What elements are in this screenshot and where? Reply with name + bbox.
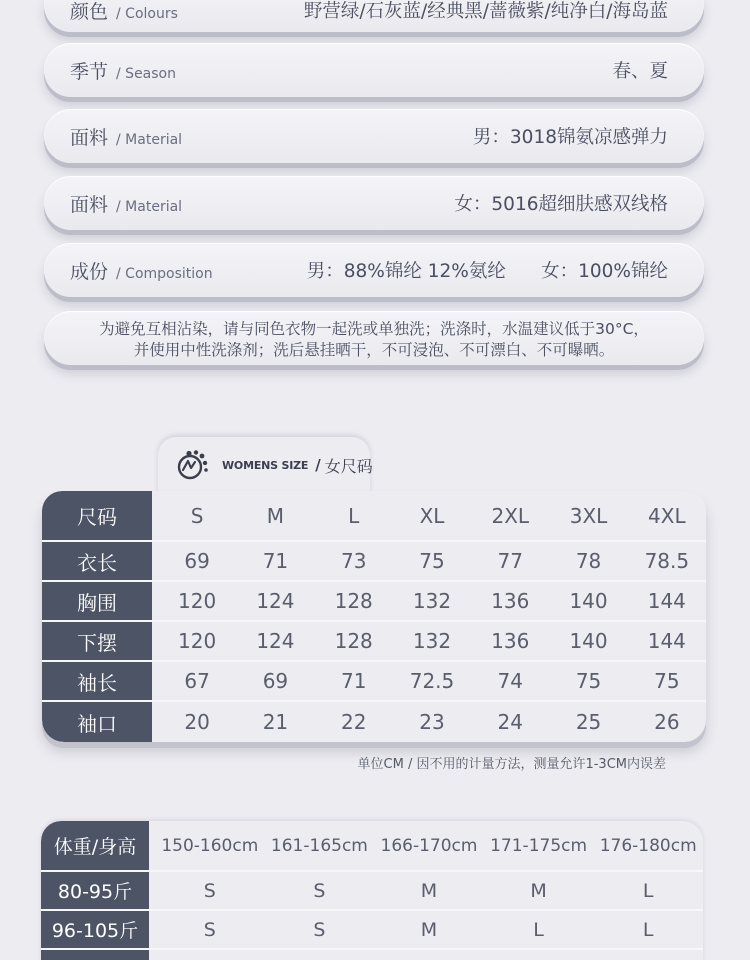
row-header: 尺码 <box>42 491 158 540</box>
table-cell: 132 <box>412 629 452 653</box>
table-cell: 26 <box>654 710 680 734</box>
table-row <box>42 542 706 582</box>
table-cell: 144 <box>647 589 686 613</box>
spec-label: 面料 <box>70 193 109 216</box>
spec-value: 男：3018锦氨凉感弹力 <box>472 127 668 148</box>
table-cell: 75 <box>419 549 445 573</box>
table-cell: S <box>203 879 216 902</box>
table-cell: 75 <box>575 669 602 693</box>
row-header: 80-95斤 <box>41 872 155 909</box>
table-cell: 124 <box>256 629 295 653</box>
column-header: 166-170cm <box>380 835 478 856</box>
table-row <box>42 702 706 742</box>
row-header: 袖长 <box>42 662 158 700</box>
table-cell: 75 <box>654 669 680 693</box>
table-cell: 77 <box>497 549 523 573</box>
row-header: 胸围 <box>42 582 158 620</box>
column-header: 2XL <box>491 503 530 528</box>
column-header: 150-160cm <box>161 835 259 856</box>
table-cell: 124 <box>256 589 295 613</box>
row-header: 体重/身高 <box>41 821 155 870</box>
table-cell: 23 <box>419 710 445 734</box>
column-header: 3XL <box>569 503 608 528</box>
table-cell: 120 <box>178 629 217 653</box>
spec-label-en: / Season <box>116 65 176 82</box>
spec-value: 野营绿/石灰蓝/经典黑/蔷薇紫/纯净白/海岛蓝 <box>303 1 668 22</box>
tab-label-en: WOMENS SIZE <box>222 458 309 472</box>
spec-label: 季节 <box>70 60 109 83</box>
table-cell: 20 <box>184 710 210 734</box>
spec-label: 面料 <box>70 126 109 149</box>
table-cell: S <box>313 918 326 941</box>
table-row <box>42 662 706 702</box>
spec-label-en: / Composition <box>116 265 213 282</box>
table-cell: 24 <box>497 710 523 734</box>
column-header: M <box>266 503 285 528</box>
table-cell: 78 <box>575 549 602 573</box>
table-cell: 74 <box>497 669 523 693</box>
measurement-note: 单位CM / 因不用的计量方法，测量允许1-3CM内误差 <box>357 757 666 772</box>
table-cell: 71 <box>262 549 289 573</box>
table-cell: 78.5 <box>644 549 690 573</box>
table-cell: 120 <box>178 589 217 613</box>
column-header: 176-180cm <box>599 835 697 856</box>
womens-size-tab <box>158 437 373 493</box>
table-row <box>42 582 706 622</box>
table-cell: L <box>642 918 654 941</box>
table-cell: 144 <box>647 629 686 653</box>
table-row-partial <box>41 950 703 960</box>
spec-material-women <box>44 176 704 230</box>
spec-value: 春、夏 <box>612 61 668 82</box>
row-header: 96-105斤 <box>41 911 155 948</box>
table-cell: 140 <box>569 629 608 653</box>
column-header: 161-165cm <box>270 835 368 856</box>
table-cell: 73 <box>340 549 367 573</box>
column-header: S <box>190 503 204 528</box>
table-cell: 72.5 <box>409 669 455 693</box>
table-cell: 69 <box>184 549 210 573</box>
table-cell: 140 <box>569 589 608 613</box>
table-cell: 128 <box>334 589 373 613</box>
row-header: 下摆 <box>42 622 158 660</box>
table-cell: L <box>642 879 654 902</box>
table-cell: 25 <box>575 710 602 734</box>
table-cell: S <box>203 918 216 941</box>
table-header-row <box>42 491 706 542</box>
column-header: L <box>348 503 360 528</box>
table-cell: 67 <box>184 669 210 693</box>
care-note-line-1: 为避免互相沾染，请与同色衣物一起洗或单独洗；洗涤时，水温建议低于30°C， <box>99 320 649 338</box>
spec-colours <box>44 0 704 32</box>
table-cell: 71 <box>340 669 367 693</box>
table-cell: M <box>420 918 438 941</box>
table-cell: 132 <box>412 589 452 613</box>
table-row <box>41 872 703 911</box>
table-row <box>41 911 703 950</box>
table-cell: M <box>420 879 438 902</box>
spec-label: 成份 <box>70 260 109 283</box>
table-cell: L <box>533 918 544 941</box>
spec-value: 男：88%锦纶 12%氨纶 女：100%锦纶 <box>306 261 668 282</box>
row-header: 衣长 <box>42 542 158 580</box>
spec-value: 女：5016超细肤感双线格 <box>454 194 668 215</box>
table-row <box>42 622 706 662</box>
column-header: XL <box>419 503 445 528</box>
row-header: 袖口 <box>42 702 158 742</box>
size-chart-table <box>42 491 706 742</box>
care-note-line-2: 并使用中性洗涤剂；洗后悬挂晒干，不可浸泡、不可漂白、不可曝晒。 <box>133 341 615 359</box>
table-cell: 128 <box>334 629 373 653</box>
tab-label-zh: 女尺码 <box>324 456 373 476</box>
weight-height-table <box>41 821 703 960</box>
brand-logo-icon <box>176 449 212 481</box>
spec-label: 颜色 <box>70 0 109 23</box>
table-cell: M <box>530 879 547 902</box>
table-cell: 136 <box>491 589 530 613</box>
care-note <box>44 311 704 365</box>
spec-label-en: / Material <box>116 198 183 215</box>
spec-composition <box>44 243 704 297</box>
table-cell: 21 <box>262 710 289 734</box>
tab-slash: / <box>315 456 321 474</box>
column-header: 171-175cm <box>490 835 588 856</box>
table-cell: S <box>313 879 326 902</box>
column-header: 4XL <box>648 503 686 528</box>
table-cell: 22 <box>340 710 367 734</box>
table-cell: 136 <box>491 629 530 653</box>
table-cell: 69 <box>262 669 289 693</box>
row-header <box>41 950 155 960</box>
spec-material-men <box>44 109 704 163</box>
spec-label-en: / Material <box>116 131 183 148</box>
table-header-row <box>41 821 703 872</box>
spec-season <box>44 43 704 97</box>
spec-label-en: / Colours <box>116 5 178 22</box>
